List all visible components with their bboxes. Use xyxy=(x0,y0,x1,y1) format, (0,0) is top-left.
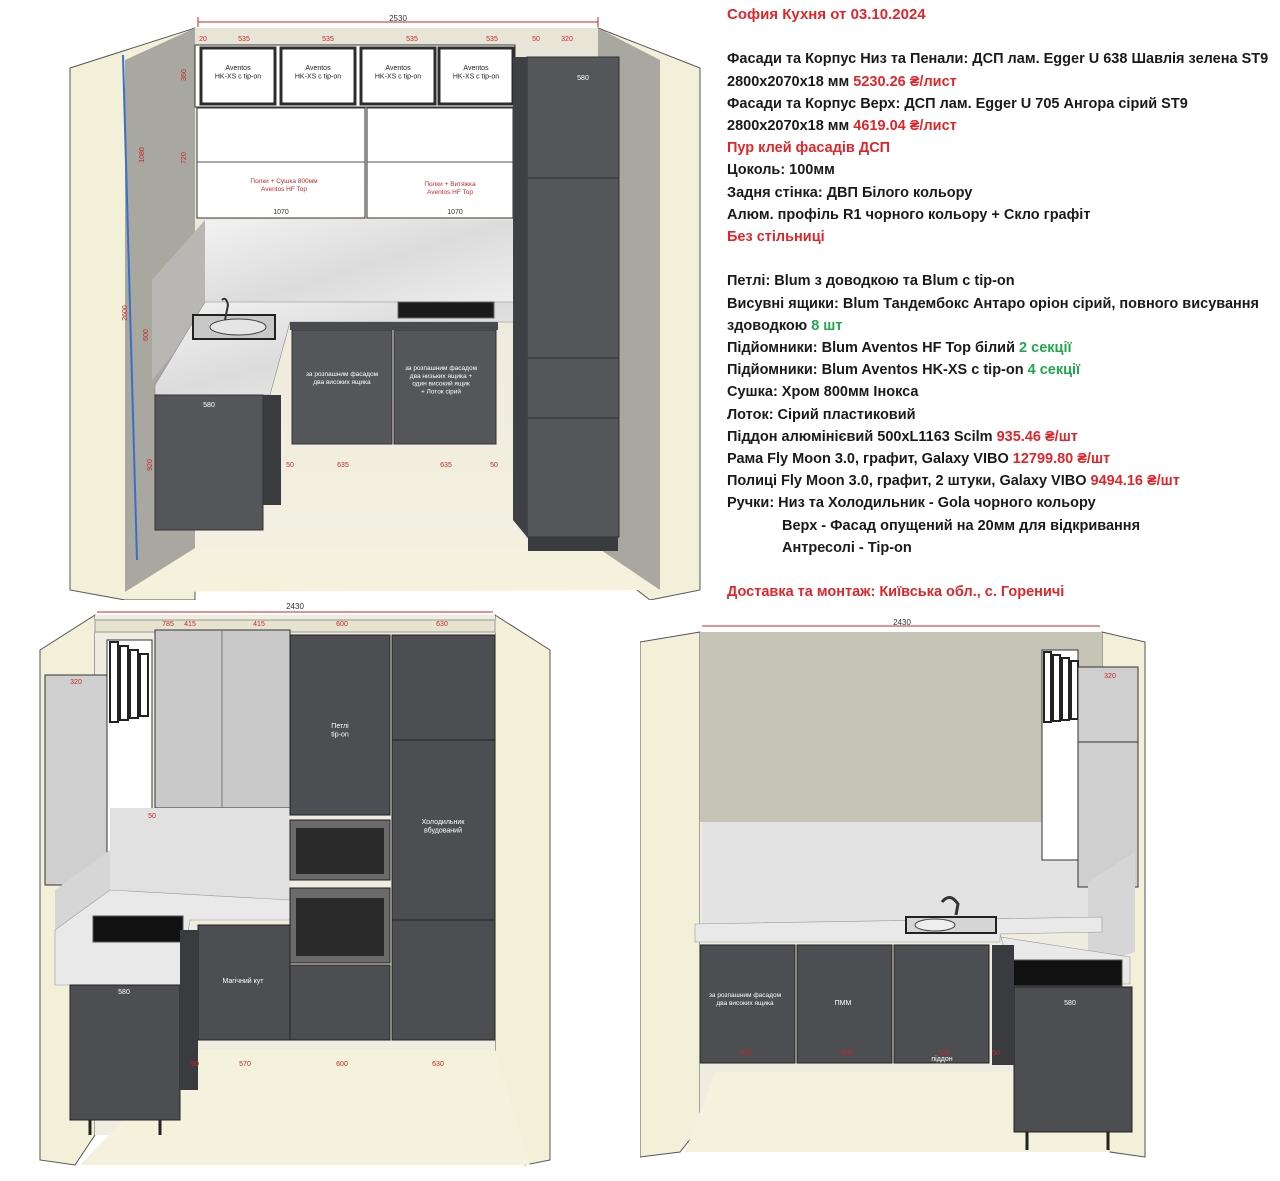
bl-fridge-column xyxy=(392,635,495,1040)
br-hob-cabinet xyxy=(1014,987,1132,1132)
glass-door xyxy=(120,646,128,720)
hf-right-label: Полки + Витяжка Aventos HF Top xyxy=(424,181,476,196)
bl-hob-depth: 580 xyxy=(118,989,130,996)
height-dim: 1080 xyxy=(139,147,146,163)
bl-hob xyxy=(93,916,183,942)
br-dim-bottom: 600 xyxy=(938,1050,950,1057)
mezzanine-label: Aventos HK-XS с tip-on xyxy=(214,65,262,81)
bl-total-width: 2430 xyxy=(286,602,304,611)
magic-corner-label: Магічний кут xyxy=(222,978,264,985)
lifts-hk-spec: Підйомники: Blum Aventos HK-XS с tip-on 4 секції xyxy=(727,362,1081,379)
bl-upper-left xyxy=(45,675,107,885)
top-dim: 535 xyxy=(238,36,250,43)
back-wall-spec: Задня стінка: ДВП Білого кольору xyxy=(727,184,973,201)
br-drawer-label: за розпашним фасадом два високих ящика xyxy=(708,992,782,1007)
br-left-wall xyxy=(640,632,700,1157)
mezzanine-label: Aventos HK-XS с tip-on xyxy=(452,65,500,81)
height-dim: 600 xyxy=(143,329,150,341)
bl-hob-cabinet xyxy=(70,985,180,1120)
top-total-width: 2530 xyxy=(389,14,407,23)
frame-spec: Рама Fly Moon 3.0, графит, Galaxy VIBO 12799.80 ₴/шт xyxy=(727,451,1111,468)
tall-pillar-cabinet xyxy=(527,57,619,537)
br-pan-label: піддон xyxy=(931,1056,953,1063)
top-dim: 50 xyxy=(532,36,540,43)
br-hob-depth: 580 xyxy=(1064,1000,1076,1007)
top-dim: 535 xyxy=(406,36,418,43)
glass-door xyxy=(1044,652,1051,722)
drawer-cabinet-a xyxy=(292,330,392,444)
bl-dim-bottom: 630 xyxy=(432,1061,444,1068)
drawers-spec: Висувні ящики: Blum Тандембокс Антаро оріон сірий, повного висування здоводкою 8 шт xyxy=(727,295,1260,334)
tall-depth: 580 xyxy=(577,75,589,82)
top-dim: 535 xyxy=(486,36,498,43)
br-dim-bottom: 600 xyxy=(841,1050,853,1057)
br-backsplash xyxy=(702,822,1100,932)
bl-gap: 50 xyxy=(148,813,156,820)
br-hob xyxy=(1012,960,1122,986)
top-dim: 320 xyxy=(561,36,573,43)
hinges-spec: Петлі: Blum з доводкою та Blum с tip-on xyxy=(727,273,1015,290)
height-dim: 360 xyxy=(181,69,188,81)
facades-low: Фасади та Корпус Низ та Пенали: ДСП лам. Egger U 638 Шавлія зелена ST9 2800х2070х18 мм 5230.26 ₴/лист xyxy=(727,51,1269,90)
br-dishwasher-label: ПММ xyxy=(834,1000,852,1007)
handles-top-spec: Верх - Фасад опущений на 20мм для відкривання xyxy=(782,517,1141,534)
sink-depth: 580 xyxy=(203,402,215,409)
hf-width-left: 1070 xyxy=(273,209,289,216)
tipon-label: Петлі tip-on xyxy=(331,723,349,739)
bl-dim-top: 630 xyxy=(436,621,448,628)
drawer-b-label: за розпашним фасадом два низьких ящика + один високий ящик + Лоток сірий xyxy=(404,365,478,396)
profile-spec: Алюм. профіль R1 чорного кольору + Скло графіт xyxy=(727,206,1091,223)
height-dim: 2600 xyxy=(122,305,129,321)
floor xyxy=(125,548,660,592)
bottom-dim: 635 xyxy=(440,462,452,469)
dryer-spec: Сушка: Хром 800мм Інокса xyxy=(727,384,919,401)
delivery-note: Доставка та монтаж: Київська обл., с. Гореничі xyxy=(727,584,1065,601)
glass-door xyxy=(140,654,148,716)
br-sink-cabinet xyxy=(894,945,989,1063)
backsplash xyxy=(205,220,515,315)
spec-title: София Кухня от 03.10.2024 xyxy=(727,6,926,23)
top-dim: 20 xyxy=(199,36,207,43)
top-dim: 535 xyxy=(322,36,334,43)
br-upper-right xyxy=(1078,667,1138,887)
no-worktop: Без стільниці xyxy=(727,229,825,246)
height-dim: 720 xyxy=(181,152,188,164)
bottom-dim: 50 xyxy=(286,462,294,469)
bottom-dim: 635 xyxy=(337,462,349,469)
sink-base-cabinet xyxy=(155,395,263,530)
bl-dim-bottom: 50 xyxy=(191,1061,199,1068)
hf-cabinet-right xyxy=(367,108,513,218)
facades-top: Фасади та Корпус Верх: ДСП лам. Egger U 705 Ангора сірий ST9 2800х2070х18 мм 4619.04 ₴/лист xyxy=(727,95,1188,134)
br-dim-bottom: 600 xyxy=(740,1050,752,1057)
mezzanine-label: Aventos HK-XS с tip-on xyxy=(374,65,422,81)
handles-mezz-spec: Антресолі - Tip-on xyxy=(782,539,912,556)
br-depth-top: 320 xyxy=(1104,673,1116,680)
height-dim: 920 xyxy=(147,459,154,471)
shelves-spec: Полиці Fly Moon 3.0, графит, 2 штуки, Galaxy VIBO 9494.16 ₴/шт xyxy=(727,473,1180,490)
bl-depth-top: 320 xyxy=(70,679,82,686)
handles-spec: Ручки: Низ та Холодильник - Gola чорного кольору xyxy=(727,495,1096,512)
glass-door xyxy=(110,642,118,722)
hf-left-label: Полки + Сушка 800мм Aventos HF Top xyxy=(250,178,318,193)
lifts-hf-spec: Підйомники: Blum Aventos HF Top білий 2 секції xyxy=(727,340,1072,357)
left-elevation-drawing xyxy=(0,600,560,1170)
right-elevation-drawing xyxy=(640,612,1160,1172)
top-elevation-drawing xyxy=(0,0,720,600)
spec-panel xyxy=(727,4,1275,603)
plinth: Цоколь: 100мм xyxy=(727,162,835,179)
bl-dim-top: 600 xyxy=(336,621,348,628)
glass-door xyxy=(1053,655,1060,721)
tray-spec: Лоток: Сірий пластиковий xyxy=(727,406,916,423)
glass-door xyxy=(1071,661,1078,719)
glass-door xyxy=(1062,658,1069,720)
mezzanine-label: Aventos HK-XS с tip-on xyxy=(294,65,342,81)
br-dim-bottom: 50 xyxy=(992,1050,1000,1057)
hob xyxy=(398,302,494,318)
bl-dim-top: 415 xyxy=(184,621,196,628)
bl-dim-bottom: 600 xyxy=(336,1061,348,1068)
bl-dim-top: 785 xyxy=(162,621,174,628)
br-total-width: 2430 xyxy=(893,618,911,627)
hf-width-right: 1070 xyxy=(447,209,463,216)
bottom-dim: 50 xyxy=(490,462,498,469)
glass-door xyxy=(130,650,138,718)
bl-dim-top: 415 xyxy=(253,621,265,628)
hf-cabinet-left xyxy=(197,108,365,218)
bl-dim-bottom: 570 xyxy=(239,1061,251,1068)
fridge-label: Холодильник вбудований xyxy=(421,819,465,835)
drawer-a-label: за розпашним фасадом два високих ящика xyxy=(305,371,379,386)
glue-note: Пур клей фасадів ДСП xyxy=(727,140,891,157)
pan-spec: Піддон алюмінієвий 500xL1163 Scilm 935.46 ₴/шт xyxy=(727,428,1078,445)
